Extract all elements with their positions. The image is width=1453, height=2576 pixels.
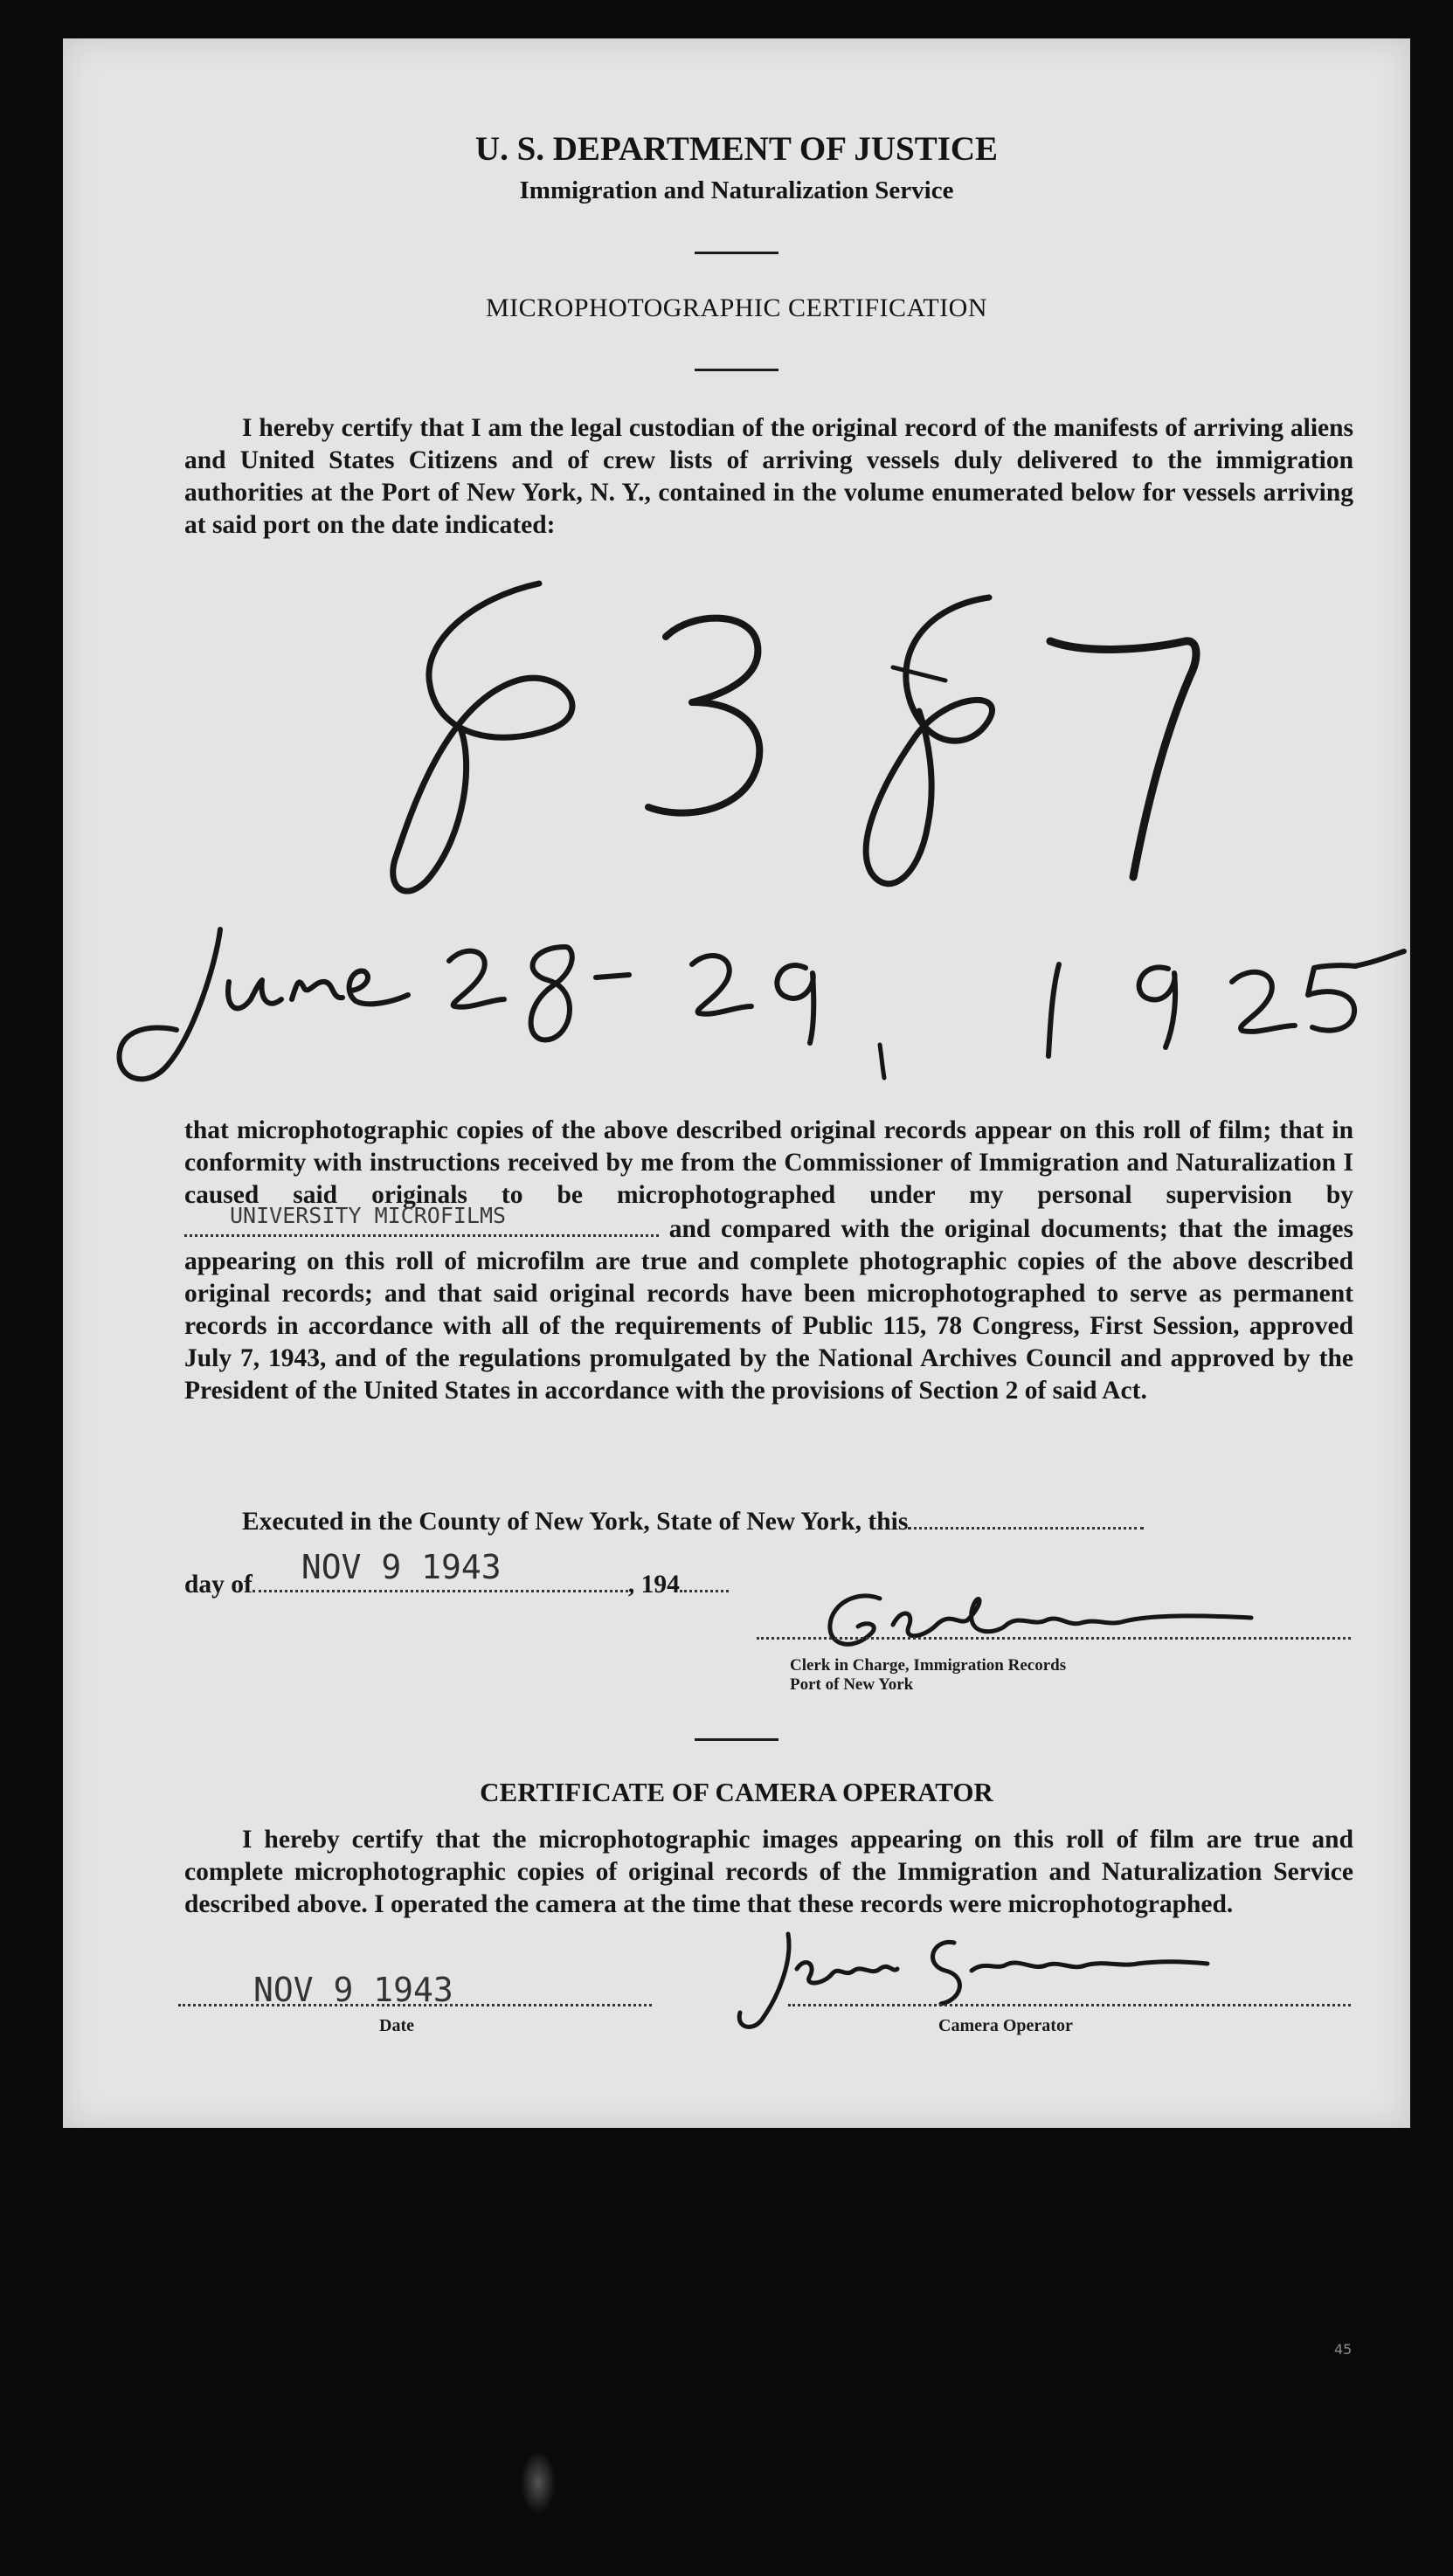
clerk-title-line-1: Clerk in Charge, Immigration Records [790,1656,1067,1675]
service-subheading: Immigration and Naturalization Service [519,176,954,204]
execution-fill-line [908,1508,1144,1530]
operator-date-stamp: NOV 9 1943 [253,1971,453,2009]
microfilm-company-stamp: UNIVERSITY MICROFILMS [230,1203,507,1228]
execution-line [242,1506,1353,1538]
margin-mark: 45 [1334,2341,1353,2358]
supervisor-fill-line [184,1203,659,1237]
day-of-label: day of [184,1571,253,1599]
year-prefix: , 194 [627,1571,680,1599]
camera-operator-text-block [184,1824,1353,1921]
divider-rule [695,1738,778,1741]
date-label: Date [379,2016,414,2035]
camera-operator-title: CERTIFICATE OF CAMERA OPERATOR [480,1777,993,1807]
clerk-title [790,1656,1066,1695]
department-heading: U. S. DEPARTMENT OF JUSTICE [474,130,999,168]
operator-signature-line [788,2004,1351,2006]
scan-artifact [521,2451,556,2514]
certification-title: MICROPHOTOGRAPHIC CERTIFICATION [485,294,988,322]
body-part-1: that microphotographic copies of the above described original records appear on this roll of film; that in conformity with instructions received by me from the Commissioner of Immigration and Naturalization I caused said originals to be microphotographed under my personal supervision by [184,1116,1353,1209]
intro-text: I hereby certify that I am the legal custodian of the original record of the manifests of arriving aliens and United States Citizens and of crew lists of arriving vessels duly delivered to the immigration authorities at the Port of New York, N. Y., contained in the volume enumerated below for vessels arriving at said port on the date indicated: [184,414,1353,539]
execution-text: Executed in the County of New York, State of New York, this [242,1508,909,1536]
handwritten-date [63,38,1410,440]
execution-date-stamp: NOV 9 1943 [301,1548,502,1586]
clerk-signature [63,1572,1410,1677]
clerk-signature-line [757,1637,1351,1640]
certification-body [184,1115,1353,1407]
camera-operator-label: Camera Operator [938,2016,1073,2035]
clerk-title-line-2: Port of New York [790,1675,914,1694]
certificate-page [63,38,1410,2128]
body-part-2: and compared with the original documents; that the images appearing on this roll of microfilm are true and complete photographic copies of the above described original records; and that said original records have been microphotographed to serve as permanent records in accordance with all of the requirements of Public 115, 78 Congress, First Session, approved July 7, 1943, and of the regulations promulgated by the National Archives Council and approved by the President of the United States in accordance with the provisions of Section 2 of said Act. [184,1215,1354,1405]
camera-operator-signature [63,1916,1410,2039]
camera-operator-text: I hereby certify that the microphotographic images appearing on this roll of film are true and complete microphotographic copies of original records of the Immigration and Naturalization Service described above. I operated the camera at the time that these records were microphotographed. [184,1826,1353,1918]
